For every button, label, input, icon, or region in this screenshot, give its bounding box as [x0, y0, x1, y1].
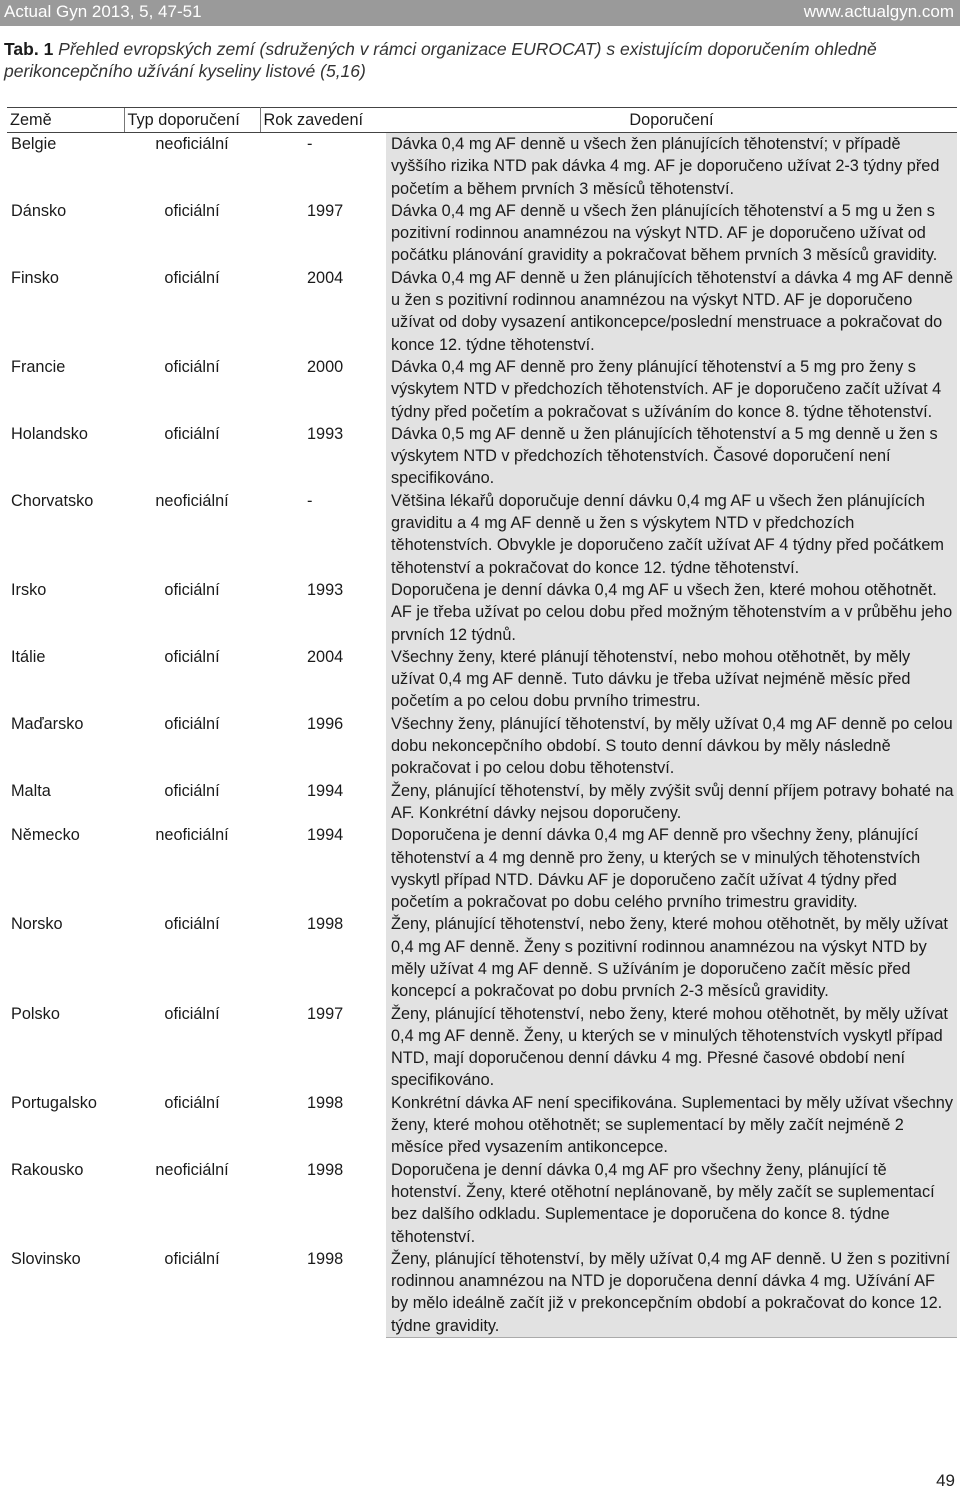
recommendation-cell: Ženy, plánující těhotenství, nebo ženy, které mohou otěhotnět, by měly užívat 0,4 mg AF denně. Ženy s pozitivní rodinnou anamnézou na výskyt NTD by měly užívat 4 mg AF denně. S užíváním je doporučeno začít měsíc před koncepcí a pokračovat po dobu prvních 2-3 měsíců gravidity.	[386, 913, 957, 1002]
recommendation-cell: Doporučena je denní dávka 0,4 mg AF u všech žen, které mohou otěhotnět. AF je třeba užívat po celou dobu před možným těhotenstvím a v průběhu jeho prvních 12 týdnů.	[386, 579, 957, 646]
recommendation-cell: Dávka 0,5 mg AF denně u žen plánujících těhotenství a 5 mg denně u žen s výskytem NTD v předchozích těhotenstvích. Časové doporučení není specifikováno.	[386, 423, 957, 490]
column-header-type: Typ doporučení	[124, 108, 260, 133]
year-cell: 1994	[307, 826, 344, 845]
year-cell: 1993	[307, 580, 344, 599]
year-cell: 1998	[307, 1249, 344, 1268]
table-row	[7, 824, 957, 913]
table-caption	[4, 38, 949, 82]
recommendation-cell: Ženy, plánující těhotenství, by měly užívat 0,4 mg AF denně. U žen s pozitivní rodinnou anamnézou na NTD je doporučena denní dávka 4 mg. Užívání AF by mělo ideálně začít již v prekoncepčním období a pokračovat do konce 12. týdne gravidity.	[386, 1248, 957, 1338]
table-row	[7, 267, 957, 356]
column-header-recommendation: Doporučení	[386, 108, 957, 133]
type-cell: oficiální	[164, 1004, 220, 1023]
year-cell: -	[307, 491, 313, 510]
table-row	[7, 1003, 957, 1092]
type-cell: oficiální	[164, 580, 220, 599]
year-cell: 2004	[307, 647, 344, 666]
recommendation-cell: Všechny ženy, které plánují těhotenství, nebo mohou otěhotnět, by měly užívat 0,4 mg AF denně. Tuto dávku je třeba užívat nejméně měsíc před početím a po celou dobu prvního trimestru.	[386, 646, 957, 713]
type-cell: neoficiální	[155, 491, 229, 510]
year-cell: 1996	[307, 714, 344, 733]
table-row	[7, 913, 957, 1002]
recommendation-cell: Doporučena je denní dávka 0,4 mg AF pro všechny ženy, plánující tě hotenství. Ženy, které otěhotní neplánovaně, by měly začít se suplementací bez dalšího odkladu. Suplementace je doporučena do konce 8. týdne těhotenství.	[386, 1159, 957, 1248]
country-cell: Norsko	[11, 915, 63, 934]
country-cell: Rakousko	[11, 1160, 84, 1179]
recommendation-cell: Konkrétní dávka AF není specifikována. Suplementaci by měly užívat všechny ženy, které mohou otěhotnět; se suplementací by měly začít nejméně 2 měsíce před vysazením antikoncepce.	[386, 1092, 957, 1159]
year-cell: 1998	[307, 1093, 344, 1112]
recommendation-cell: Dávka 0,4 mg AF denně u žen plánujících těhotenství a dávka 4 mg AF denně u žen s pozitivní rodinnou anamnézou na výskyt NTD. AF je doporučeno užívat od doby vysazení antikoncepce/poslední menstruace a pokračovat do konce 12. týdne těhotenství.	[386, 267, 957, 356]
table-body	[7, 133, 957, 1338]
table-row	[7, 646, 957, 713]
year-cell: 1993	[307, 424, 344, 443]
recommendation-cell: Ženy, plánující těhotenství, nebo ženy, které mohou otěhotnět, by měly užívat 0,4 mg AF denně. Ženy, u kterých se v minulých těhotenstvích vyskytl případ NTD, mají doporučenou denní dávku 4 mg. Přesné časové období není specifikováno.	[386, 1003, 957, 1092]
year-cell: 1997	[307, 201, 344, 220]
journal-header-bar	[0, 0, 960, 26]
recommendation-cell: Většina lékařů doporučuje denní dávku 0,4 mg AF u všech žen plánujících graviditu a 4 mg AF denně u žen s výskytem NTD v předchozích těhotenstvích. Obvykle je doporučeno začít užívat AF 4 týdny před počátkem těhotenství a pokračovat do konce 12. týdne těhotenství.	[386, 490, 957, 579]
type-cell: oficiální	[164, 647, 220, 666]
year-cell: 2000	[307, 357, 344, 376]
country-cell: Francie	[11, 357, 66, 376]
year-cell: 2004	[307, 268, 344, 287]
country-cell: Německo	[11, 826, 80, 845]
column-header-year: Rok zavedení	[260, 108, 386, 133]
country-cell: Polsko	[11, 1004, 60, 1023]
type-cell: neoficiální	[155, 1160, 229, 1179]
type-cell: oficiální	[164, 357, 220, 376]
type-cell: oficiální	[164, 424, 220, 443]
type-cell: oficiální	[164, 1093, 220, 1112]
table-header-row	[7, 108, 957, 133]
country-cell: Irsko	[11, 580, 47, 599]
year-cell: 1998	[307, 1160, 344, 1179]
page-number: 49	[936, 1471, 955, 1490]
country-cell: Belgie	[11, 135, 57, 153]
type-cell: oficiální	[164, 915, 220, 934]
journal-citation: Actual Gyn 2013, 5, 47-51	[4, 2, 202, 21]
recommendations-table	[7, 107, 957, 1338]
recommendation-cell: Doporučena je denní dávka 0,4 mg AF denně pro všechny ženy, plánující těhotenství a 4 mg denně pro ženy, u kterých se v minulých těhotenstvích vyskytl případ NTD. Dávku AF je doporučeno začít užívat 4 týdny před početím a pokračovat po dobu celého prvního trimestru gravidity.	[386, 824, 957, 913]
year-cell: 1994	[307, 781, 344, 800]
table-row	[7, 579, 957, 646]
year-cell: -	[307, 135, 313, 153]
year-cell: 1998	[307, 915, 344, 934]
table-row	[7, 356, 957, 423]
country-cell: Malta	[11, 781, 51, 800]
country-cell: Itálie	[11, 647, 46, 666]
country-cell: Dánsko	[11, 201, 67, 220]
type-cell: neoficiální	[155, 135, 229, 153]
type-cell: neoficiální	[155, 826, 229, 845]
table-row	[7, 1159, 957, 1248]
table-row	[7, 133, 957, 200]
country-cell: Maďarsko	[11, 714, 84, 733]
country-cell: Finsko	[11, 268, 59, 287]
year-cell: 1997	[307, 1004, 344, 1023]
table-row	[7, 780, 957, 825]
recommendation-cell: Dávka 0,4 mg AF denně pro ženy plánující těhotenství a 5 mg pro ženy s výskytem NTD v předchozích těhotenstvích. AF je doporučeno začít užívat 4 týdny před početím a pokračovat s užíváním do konce 8. týdne těhotenství.	[386, 356, 957, 423]
table-caption-text: Přehled evropských zemí (sdružených v rámci organizace EUROCAT) s existujícím doporučením ohledně perikoncepčního užívání kyseliny listové (5,16)	[4, 39, 877, 81]
country-cell: Portugalsko	[11, 1093, 97, 1112]
table-row	[7, 1092, 957, 1159]
table-row	[7, 713, 957, 780]
type-cell: oficiální	[164, 781, 220, 800]
recommendation-cell: Ženy, plánující těhotenství, by měly zvýšit svůj denní příjem potravy bohaté na AF. Konkrétní dávky nejsou doporučeny.	[386, 780, 957, 825]
country-cell: Slovinsko	[11, 1249, 81, 1268]
recommendation-cell: Všechny ženy, plánující těhotenství, by měly užívat 0,4 mg AF denně po celou dobu nekoncepčního období. S touto denní dávkou by měly následně pokračovat i po celou dobu těhotenství.	[386, 713, 957, 780]
journal-website: www.actualgyn.com	[803, 2, 954, 21]
table-row	[7, 423, 957, 490]
country-cell: Holandsko	[11, 424, 88, 443]
column-header-country: Země	[7, 108, 124, 133]
type-cell: oficiální	[164, 268, 220, 287]
table-label: Tab. 1	[4, 39, 54, 59]
table-row	[7, 490, 957, 579]
type-cell: oficiální	[164, 1249, 220, 1268]
type-cell: oficiální	[164, 201, 220, 220]
recommendation-cell: Dávka 0,4 mg AF denně u všech žen plánujících těhotenství a 5 mg u žen s pozitivní rodinnou anamnézou na výskyt NTD. AF je doporučeno užívat od počátku plánování gravidity a pokračovat během prvních 3 měsíců gravidity.	[386, 200, 957, 267]
table-row	[7, 1248, 957, 1338]
recommendation-cell: Dávka 0,4 mg AF denně u všech žen plánujících těhotenství; v případě vyššího rizika NTD pak dávka 4 mg. AF je doporučeno užívat 2-3 týdny před početím a během prvních 3 měsíců těhotenství.	[386, 133, 957, 200]
table-row	[7, 200, 957, 267]
country-cell: Chorvatsko	[11, 491, 94, 510]
type-cell: oficiální	[164, 714, 220, 733]
